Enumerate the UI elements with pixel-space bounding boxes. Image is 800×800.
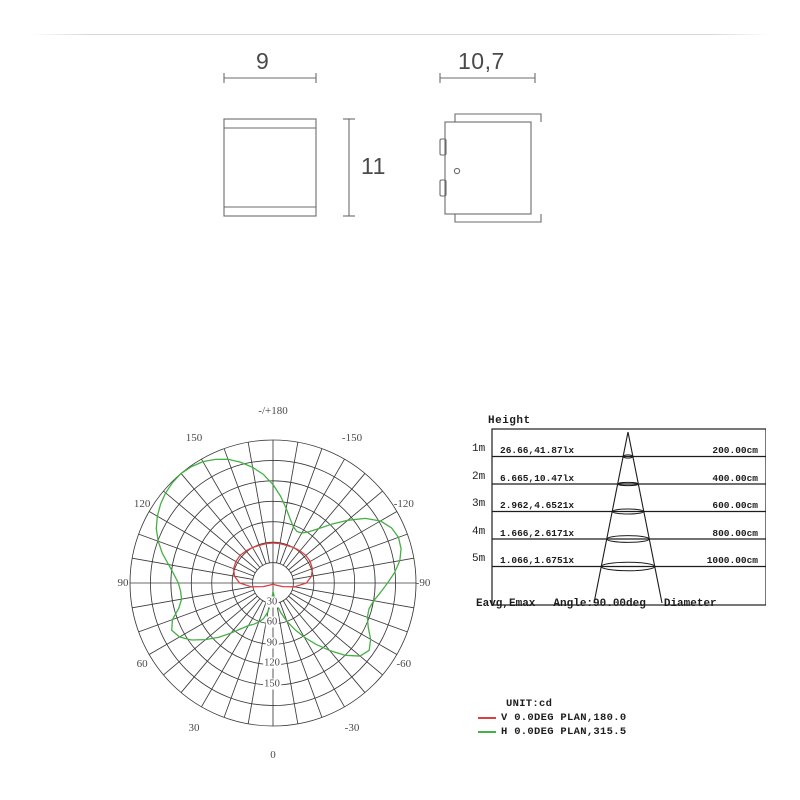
- header-divider: [30, 34, 770, 35]
- front-view-body: [224, 119, 316, 216]
- polar-angle-label: 30: [188, 721, 200, 734]
- dimension-drawings-svg: [0, 40, 800, 250]
- footer-diameter: Diameter: [663, 598, 717, 610]
- polar-angle-label: -90: [415, 577, 431, 589]
- table-diameter-cell: 600.00cm: [712, 500, 758, 512]
- polar-radial-tick-label: 120: [264, 657, 280, 669]
- polar-angle-label: 60: [136, 658, 148, 670]
- table-illuminance-cell: 1.666,2.6171x: [500, 527, 575, 539]
- front-width-dimension-line: [224, 73, 316, 83]
- table-diameter-cell: 400.00cm: [712, 472, 758, 484]
- table-illuminance-cell: 1.066,1.6751x: [500, 555, 575, 567]
- legend-rows: [478, 712, 738, 738]
- polar-curves: [156, 459, 401, 656]
- chart-legend: [478, 698, 738, 738]
- polar-angle-label: 90: [117, 577, 129, 589]
- table-diameter-cell: 1000.00cm: [706, 555, 758, 567]
- front-width-label: 9: [256, 48, 270, 74]
- footer-angle: Angle:90.00deg: [553, 598, 646, 610]
- table-illuminance-cell: 6.665,10.47lx: [500, 472, 575, 484]
- polar-radial-tick-label: 60: [266, 616, 278, 628]
- table-illuminance-cell: 2.962,4.6521x: [500, 500, 575, 512]
- legend-color-swatch: [478, 731, 496, 733]
- table-illuminance-cell: 26.66,41.87lx: [500, 445, 575, 457]
- table-height-label: 4m: [472, 525, 486, 538]
- legend-color-swatch: [478, 717, 496, 719]
- legend-item-label: V 0.0DEG PLAN,180.0: [501, 712, 627, 724]
- table-height-label: 3m: [472, 498, 486, 511]
- polar-radial-tick-label: 90: [266, 637, 278, 649]
- polar-angle-label: 0: [270, 749, 276, 761]
- legend-item: [478, 712, 738, 724]
- legend-unit: UNIT:cd: [506, 698, 553, 710]
- table-title: Height: [488, 415, 531, 427]
- table-diameter-cell: 200.00cm: [712, 445, 758, 457]
- polar-radial-tick-label: 30: [266, 596, 278, 608]
- side-view-screw-hole: [454, 168, 459, 173]
- polar-luminous-intensity-chart: [88, 405, 458, 770]
- illuminance-cone-table: [472, 415, 766, 615]
- polar-chart-svg: [88, 408, 458, 770]
- polar-angle-label: -/+180: [258, 405, 288, 417]
- polar-angle-label: -30: [344, 721, 360, 734]
- dimension-drawings: [0, 40, 800, 250]
- polar-angle-label: -120: [393, 498, 414, 510]
- table-height-label: 1m: [472, 443, 486, 456]
- side-view-body: [440, 114, 541, 222]
- table-height-label: 2m: [472, 470, 486, 483]
- polar-angle-label: 120: [133, 498, 151, 510]
- height-dimension-line: [343, 119, 355, 216]
- legend-item: [478, 726, 738, 738]
- side-depth-label: 10,7: [458, 48, 505, 74]
- polar-angle-label: 150: [185, 432, 203, 445]
- table-height-label: 5m: [472, 553, 486, 566]
- table-diameter-cell: 800.00cm: [712, 527, 758, 539]
- polar-radial-tick-label: 150: [264, 678, 280, 690]
- polar-angle-label: -150: [341, 432, 363, 445]
- front-height-label: 11: [361, 153, 386, 179]
- legend-item-label: H 0.0DEG PLAN,315.5: [501, 726, 627, 738]
- footer-eavg-emax: Eavg,Emax: [476, 598, 536, 610]
- polar-angle-label: -60: [396, 658, 412, 670]
- table-footer: [476, 598, 776, 610]
